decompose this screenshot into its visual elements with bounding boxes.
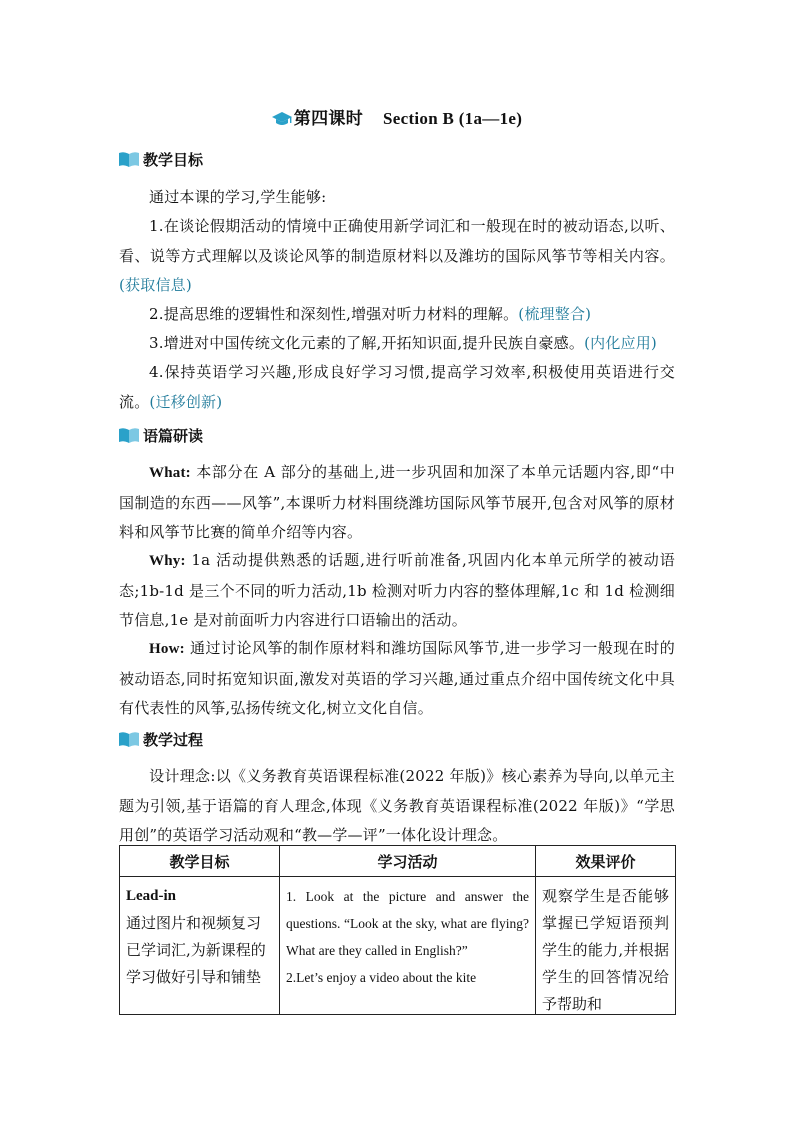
why-text: 1a 活动提供熟悉的话题,进行听前准备,巩固内化本单元所学的被动语态;1b-1d 是三个不同的听力活动,1b 检测对听力内容的整体理解,1c 和 1d 检测细节信息,1e 是对前面听力内容进行口语输出的活动。 (119, 551, 675, 629)
goals-heading (118, 148, 203, 170)
goal-item-text: 4.保持英语学习兴趣,形成良好学习习惯,提高学习效率,积极使用英语进行交流。 (119, 363, 675, 411)
goal-item-tag: (内化应用) (584, 334, 657, 352)
goal-item-1 (119, 212, 675, 301)
column-header: 教学目标 (120, 846, 280, 877)
reading-how (119, 634, 675, 724)
what-text: 本部分在 A 部分的基础上,进一步巩固和加深了本单元话题内容,即“中国制造的东西——风筝”,本课听力材料围绕潍坊国际风筝节展开,包含对风筝的原材料和风筝节比赛的简单介绍等内容。 (119, 463, 675, 541)
evaluation-text: 观察学生是否能够掌握已学短语预判学生的能力,并根据学生的回答情况给予帮助和 (542, 887, 669, 1013)
activity-item: 2.Let’s enjoy a video about the kite (286, 970, 477, 985)
table-row (120, 877, 676, 1015)
goal-item-tag: (获取信息) (119, 276, 192, 294)
design-concept-text: 设计理念:以《义务教育英语课程标准(2022 年版)》核心素养为导向,以单元主题为引领,基于语篇的育人理念,体现《义务教育英语课程标准(2022 年版)》“学思用创”的英语学习活动观和“教—学—评”一体化设计理念。 (119, 767, 675, 844)
lesson-number: 第四课时 (293, 109, 363, 129)
section-label: Section B (1a—1e) (383, 109, 523, 128)
lead-in-title: Lead-in (126, 888, 177, 904)
reading-why (119, 546, 675, 636)
goal-item-2 (119, 300, 675, 330)
why-label: Why: (149, 553, 186, 569)
goals-heading-text: 教学目标 (143, 150, 204, 169)
activity-cell (280, 877, 536, 1015)
how-label: How: (149, 641, 185, 657)
goal-item-text: 2.提高思维的逻辑性和深刻性,增强对听力材料的理解。 (149, 305, 519, 323)
column-header: 学习活动 (280, 846, 536, 877)
goals-intro (119, 183, 675, 213)
process-heading-text: 教学过程 (143, 730, 204, 749)
goal-cell-text: 通过图片和视频复习已学词汇,为新课程的学习做好引导和铺垫 (126, 914, 266, 986)
goal-item-text: 3.增进对中国传统文化元素的了解,开拓知识面,提升民族自豪感。 (149, 334, 585, 352)
goals-intro-text: 通过本课的学习,学生能够: (149, 188, 327, 206)
goal-item-tag: (迁移创新) (149, 392, 223, 411)
goal-item-3 (119, 329, 675, 359)
design-concept (119, 762, 675, 851)
how-text: 通过讨论风筝的制作原材料和潍坊国际风筝节,进一步学习一般现在时的被动语态,同时拓宽知识面,激发对英语的学习兴趣,通过重点介绍中国传统文化中具有代表性的风筝,弘扬传统文化,树立文化自信。 (119, 639, 675, 717)
book-icon (118, 426, 140, 444)
reading-heading (118, 424, 203, 446)
reading-heading-text: 语篇研读 (143, 426, 204, 445)
lesson-title (0, 104, 794, 132)
goal-item-tag: (梳理整合) (518, 305, 592, 323)
activity-item: 1. Look at the picture and answer the questions. “Look at the sky, what are flying? What are they called in English?” (286, 889, 529, 958)
graduation-cap-icon (272, 111, 292, 132)
reading-what (119, 458, 675, 548)
book-icon (118, 150, 140, 168)
book-icon (118, 730, 140, 748)
lesson-plan-table (119, 845, 676, 1015)
goal-item-4 (119, 358, 675, 417)
goal-item-text: 1.在谈论假期活动的情境中正确使用新学词汇和一般现在时的被动语态,以听、看、说等方式理解以及谈论风筝的制造原材料以及潍坊的国际风筝节等相关内容。 (119, 217, 675, 265)
what-label: What: (149, 465, 191, 481)
column-header: 效果评价 (536, 846, 676, 877)
goal-cell (120, 877, 280, 1015)
evaluation-cell (536, 877, 676, 1015)
table-header-row (120, 846, 676, 877)
process-heading (118, 728, 203, 750)
